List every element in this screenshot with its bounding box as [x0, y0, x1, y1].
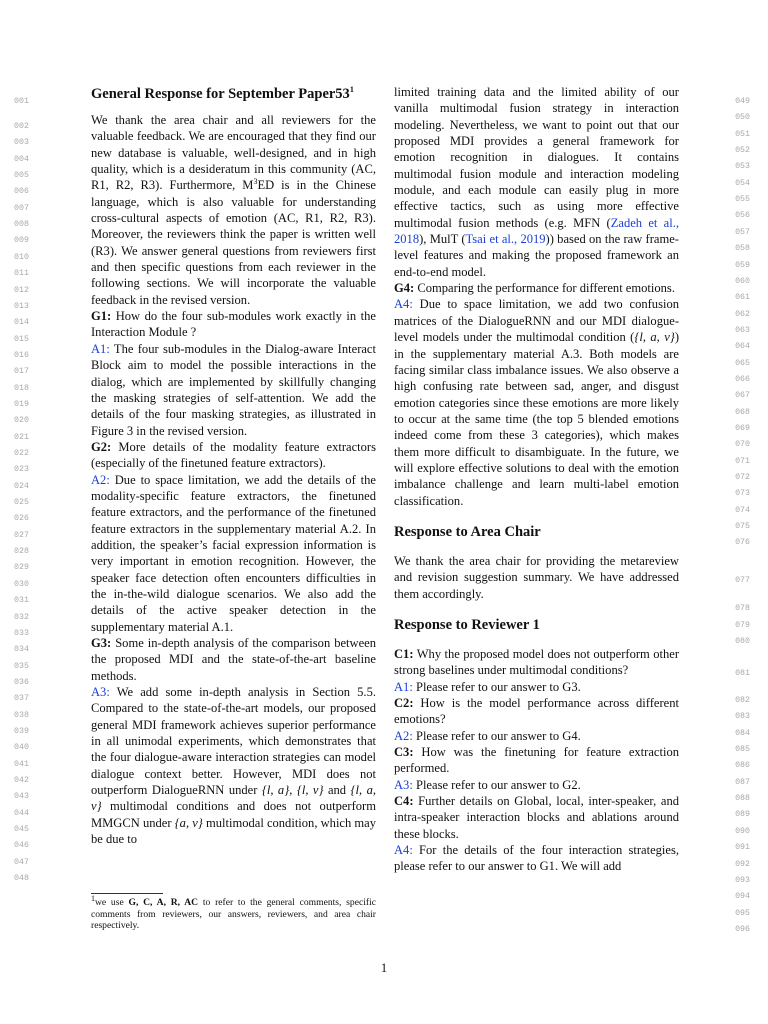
page-title: General Response for September $Paper53^1$: [91, 85, 354, 102]
line-number: 050: [735, 113, 750, 123]
line-number: 017: [14, 367, 29, 377]
line-number: 020: [14, 416, 29, 426]
line-number: 051: [735, 129, 750, 139]
line-number: 018: [14, 383, 29, 393]
heading-area-chair: Response to Area Chair: [394, 523, 541, 540]
line-number: 014: [14, 318, 29, 328]
line-number: 052: [735, 146, 750, 156]
line-number: 015: [14, 334, 29, 344]
line-number: 090: [735, 826, 750, 836]
line-number: 084: [735, 728, 750, 738]
line-number: 078: [735, 604, 750, 613]
g2-answer: A2: Due to space limitation, we add the details of the modality-specific feature extractors, the finetuned feature extractors, and the performance of the finetuned feature extractors in the supplementary material A.2. In addition, the speaker’s facial expression information is very important in emotion recognition. However, the speaker face detection often encounters difficulties in the in-the-wild dialogue scenarios. We also add the details of the active speaker detection in the supplementary material A.1.: [91, 472, 377, 634]
line-number: 033: [14, 628, 29, 638]
line-number: 049: [735, 97, 750, 106]
line-number: 079: [735, 620, 750, 630]
line-number: 071: [735, 456, 750, 466]
line-number: 081: [735, 669, 750, 678]
line-number: 069: [735, 424, 750, 433]
line-number: 062: [735, 309, 750, 319]
line-number: 057: [735, 227, 750, 237]
line-number: 074: [735, 505, 750, 515]
line-number: 064: [735, 342, 750, 352]
line-number: 008: [14, 220, 29, 230]
line-number: 053: [735, 162, 750, 172]
line-number: 036: [14, 677, 29, 687]
line-number: 009: [14, 236, 29, 246]
line-number: 066: [735, 374, 750, 384]
line-number: 034: [14, 645, 29, 655]
line-number: 041: [14, 759, 29, 769]
line-number: 037: [14, 694, 29, 704]
line-number: 007: [14, 203, 29, 213]
line-number: 072: [735, 473, 750, 483]
line-number: 058: [735, 244, 750, 254]
line-number: 005: [14, 171, 29, 181]
g4-answer: A4: Due to space limitation, we add two confusion matrices of the DialogueRNN and our MDI dialogue-level models under the multimodal condition ({l, a, v}) in the supplementary material A.3. Both models are facing similar class imbalance issues. We also observe a high confusing rate between sad, anger, and disgust emotion categories since these emotions are more likely to occur at the same time (the top 5 blended emotions indeed come from these 3 categories), which makes them more difficult to disambiguate. In the future, we will explore effective solutions to deal with the emotion imbalance challenge and learn multi-label emotion classification.: [394, 297, 679, 508]
g1-question: G1: How do the four sub-modules work exactly in the Interaction Module ?: [91, 309, 377, 340]
citation-tsai[interactable]: Tsai et al., 2019: [465, 232, 546, 247]
line-number: 045: [14, 825, 29, 835]
line-number: 082: [735, 696, 750, 705]
line-number: 061: [735, 293, 750, 303]
line-number: 046: [14, 841, 29, 851]
r1-answer-3: A3: Please refer to our answer to G2.: [394, 777, 581, 792]
footnote-mark: 1: [349, 85, 354, 95]
g1-answer: A1: The four sub-modules in the Dialog-aware Interact Block aim to model the possible interactions in the dialog, which are implemented by skillfully changing the masking strategies of self-attention. We add the details of the four masking strategies, as illustrated in Figure 3 in the revised version.: [91, 341, 376, 438]
line-number: 075: [735, 522, 750, 532]
line-number: 028: [14, 547, 29, 557]
area-chair-response: We thank the area chair for providing the metareview and revision suggestion summary. We have addressed them accordingly.: [394, 553, 679, 601]
line-number: 068: [735, 407, 750, 417]
line-number: 023: [14, 465, 29, 475]
r1-answer-1: A1: Please refer to our answer to G3.: [394, 679, 581, 694]
line-number: 094: [735, 892, 750, 902]
line-number: 006: [14, 187, 29, 197]
footnote: $^1$we use G, C, A, R, AC to refer to the general comments, specific comments from reviewers, our answers, reviewers, and area chair respectively.: [91, 893, 377, 932]
line-number: 048: [14, 874, 29, 884]
line-number: 016: [14, 350, 29, 360]
line-number: 054: [735, 178, 750, 188]
g4-question: G4: Comparing the performance for different emotions.: [394, 281, 675, 296]
line-number: 063: [735, 325, 750, 335]
footnote-rule: [91, 893, 163, 894]
line-number: 096: [735, 924, 750, 934]
line-number: 067: [735, 391, 750, 401]
line-number: 021: [14, 432, 29, 442]
intro-paragraph: We thank the area chair and all reviewers for the valuable feedback. We are encouraged that they find our new database is valuable, well-designed, and in high quality, which is a desideratum in this community (AC, R1, R2, R3). Furthermore, $M^3ED$ is in the Chinese language, which is also valuable for understanding cross-cultural aspects of emotion (AC, R1, R2, R3). Moreover, the reviewers think the paper is written well (R3). We answer general questions from reviewers first and then specific questions from each reviewer in the following sections. We will incorporate the valuable feedback in the revised version.: [91, 113, 377, 307]
line-number: 012: [14, 285, 29, 295]
line-number: 010: [14, 252, 29, 262]
line-number: 029: [14, 563, 29, 573]
line-number: 056: [735, 211, 750, 221]
r1-comment-1: C1: Why the proposed model does not outperform other strong baselines under multimodal conditions?: [394, 646, 679, 678]
line-number: 003: [14, 138, 29, 148]
line-number: 091: [735, 843, 750, 853]
line-number: 047: [14, 857, 29, 867]
line-number: 059: [735, 260, 750, 270]
line-number: 011: [14, 269, 29, 279]
line-number: 035: [14, 661, 29, 671]
line-number: 083: [735, 712, 750, 722]
g3-answer-part2: limited training data and the limited ability of our vanilla multimodal fusion strategy in interaction modeling. Nevertheless, we want to point out that our proposed MDI provides a general framework for emotion recognition in dialogues. It contains multimodal fusion module and interaction modeling module, and each module can easily plug in more effective tactics, such as using more effective multimodal fusion methods (e.g. MFN (Zadeh et al., 2018), MulT (Tsai et al., 2019)) based on the raw frame-level features and making the proposed framework an end-to-end model.: [394, 85, 679, 279]
g3-answer-part1: A3: We add some in-depth analysis in Section 5.5. Compared to the state-of-the-art models, our proposed general MDI framework achieves superior performance in all unimodal experiments, which demonstrates that the four dialogue-aware interaction strategies can model dialogue context better. However, MDI does not outperform DialogueRNN under {l, a}, {l, v} and {l, a, v} multimodal conditions and does not outperform MMGCN under {a, v} multimodal condition, which may be due to: [91, 685, 377, 847]
line-number: 077: [735, 576, 750, 585]
g3-question: G3: Some in-depth analysis of the comparison between the proposed MDI and the state-of-the-art baseline methods.: [91, 636, 376, 683]
line-number: 073: [735, 489, 750, 499]
line-number: 043: [14, 792, 29, 802]
line-number: 044: [14, 808, 29, 818]
right-column: [394, 84, 679, 875]
line-number: 030: [14, 579, 29, 589]
reviewer-1-items: [394, 646, 679, 875]
line-number: 080: [735, 637, 750, 646]
r1-comment-4: C4: Further details on Global, local, inter-speaker, and intra-speaker interaction blocks and ablations around these blocks.: [394, 794, 679, 841]
r1-comment-3: C3: How was the finetuning for feature extraction performed.: [394, 745, 679, 776]
line-number: 055: [735, 195, 750, 205]
line-number: 060: [735, 276, 750, 286]
line-number: 085: [735, 745, 750, 755]
line-number: 025: [14, 498, 29, 508]
heading-reviewer-1: Response to Reviewer 1: [394, 616, 540, 633]
line-number: 024: [14, 481, 29, 491]
line-number: 070: [735, 440, 750, 450]
line-number: 038: [14, 710, 29, 720]
line-number: 001: [14, 97, 29, 106]
left-column: [91, 84, 376, 847]
line-number: 031: [14, 596, 29, 606]
page-number: 1: [380, 961, 388, 975]
line-number: 095: [735, 908, 750, 918]
r1-answer-2: A2: Please refer to our answer to G4.: [394, 728, 581, 743]
line-number: 002: [14, 122, 29, 131]
g2-question: G2: More details of the modality feature extractors (especially of the finetuned feature extractors).: [91, 439, 376, 471]
line-number: 093: [735, 875, 750, 885]
line-number: 039: [14, 726, 29, 736]
line-number: 086: [735, 761, 750, 771]
r1-answer-4: A4: For the details of the four interaction strategies, please refer to our answer to G1. We will add: [394, 843, 679, 874]
line-number: 026: [14, 514, 29, 524]
line-number: 027: [14, 530, 29, 540]
line-number: 092: [735, 859, 750, 869]
line-number: 089: [735, 810, 750, 820]
line-number: 065: [735, 358, 750, 368]
line-number: 004: [14, 154, 29, 164]
line-number: 040: [14, 743, 29, 753]
line-number: 013: [14, 301, 29, 311]
line-number: 032: [14, 612, 29, 622]
line-number: 076: [735, 538, 750, 548]
line-number: 088: [735, 794, 750, 804]
line-number: 022: [14, 449, 29, 458]
line-number: 042: [14, 776, 29, 785]
line-number: 087: [735, 777, 750, 787]
line-number: 019: [14, 399, 29, 409]
r1-comment-2: C2: How is the model performance across different emotions?: [394, 696, 679, 727]
citation-zadeh[interactable]: Zadeh et al., 2018: [394, 215, 679, 247]
